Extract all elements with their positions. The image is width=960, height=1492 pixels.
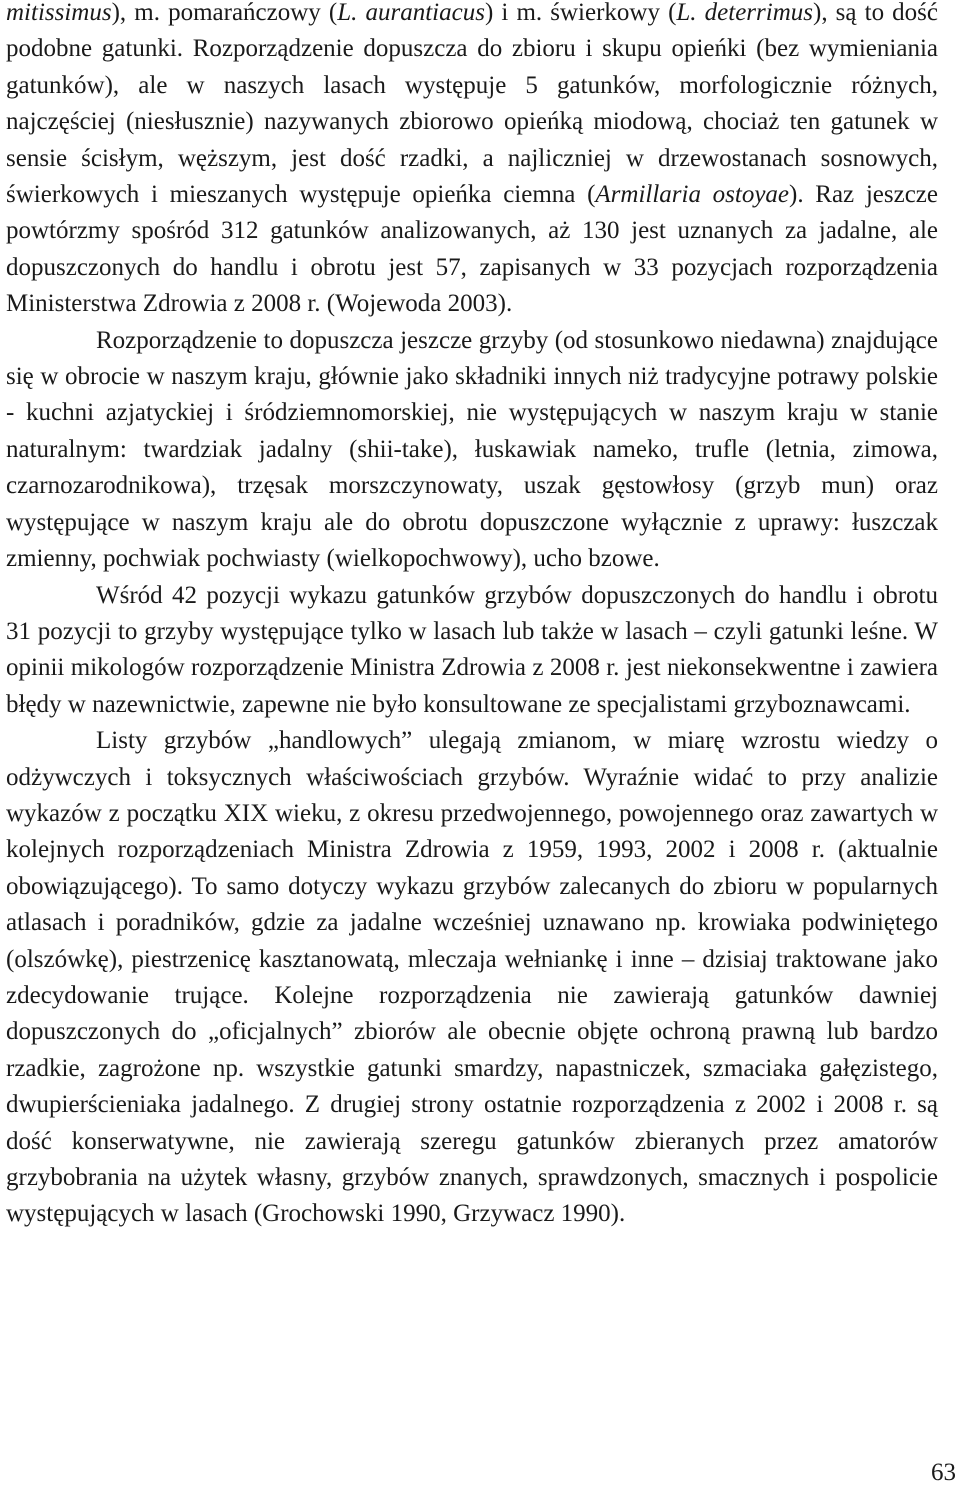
text-run: ) i m. świerkowy ( — [484, 0, 677, 26]
species-name: mitissimus — [6, 0, 112, 26]
text-run: Rozporządzenie to dopuszcza jeszcze grzyby (od stosunkowo niedawna) znajdujące się w obrocie w naszym kraju, głównie jako składniki innych niż tradycyjne potrawy polskie - kuchni azjatyckiej i śródziemnomorskiej, nie występujących w naszym kraju w stanie naturalnym: twardziak jadalny (shii-take), łuskawiak nameko, trufle (letnia, zimowa, czarnozarodnikowa), trzęsak morszczynowaty, uszak gęstowłosy (grzyb mun) oraz występujące w naszym kraju ale do obrotu dopuszczone wyłącznie z uprawy: łuszczak zmienny, pochwiak pochwiasty (wielkopochwowy), ucho bzowe. — [6, 326, 938, 573]
paragraph-2 — [6, 323, 938, 578]
species-name: L. deterrimus — [676, 0, 813, 26]
text-run: ). Raz jeszcze powtórzmy spośród 312 gatunków analizowanych, aż 130 jest uznanych za jadalne, ale dopuszczonych do handlu i obrotu jest 57, zapisanych w 33 pozycjach rozporządzenia Ministerstwa Zdrowia z 2008 r. (Wojewoda 2003). — [6, 181, 938, 318]
paragraph-1 — [6, 0, 938, 323]
paragraph-4 — [6, 723, 938, 1233]
species-name: L. aurantiacus — [337, 0, 485, 26]
text-run: ), m. pomarańczowy ( — [111, 0, 338, 26]
page-number: 63 — [931, 1459, 956, 1486]
text-run: Wśród 42 pozycji wykazu gatunków grzybów dopuszczonych do handlu i obrotu 31 pozycji to grzyby występujące tylko w lasach lub także w lasach – czyli gatunki leśne. W opinii mikologów rozporządzenie Ministra Zdrowia z 2008 r. jest niekonsekwentne i zawiera błędy w nazewnictwie, zapewne nie było konsultowane ze specjalistami grzyboznawcami. — [6, 581, 938, 718]
paragraph-3 — [6, 578, 938, 724]
document-page — [6, 0, 938, 1233]
species-name: Armillaria ostoyae — [595, 181, 790, 209]
text-run: ), są to dość podobne gatunki. Rozporządzenie dopuszcza do zbioru i skupu opieńki (bez wymieniania gatunków), ale w naszych lasach występuje 5 gatunków, morfologicznie różnych, najczęściej (niesłusznie) nazywanych zbiorowo opieńką miodową, chociaż ten gatunek w sensie ścisłym, węższym, jest dość rzadki, a najliczniej w drzewostanach sosnowych, świerkowych i mieszanych występuje opieńka ciemna ( — [6, 0, 939, 209]
text-run: Listy grzybów „handlowych” ulegają zmianom, w miarę wzrostu wiedzy o odżywczych i toksycznych właściwościach grzybów. Wyraźnie widać to przy analizie wykazów z początku XIX wieku, z okresu przedwojennego, powojennego oraz zawartych w kolejnych rozporządzeniach Ministra Zdrowia z 1959, 1993, 2002 i 2008 r. (aktualnie obowiązującego). To samo dotyczy wykazu grzybów zalecanych do zbioru w popularnych atlasach i poradników, gdzie za jadalne wcześniej uznawano np. krowiaka podwiniętego (olszówkę), piestrzenicę kasztanowatą, mleczaja wełniankę i inne – dzisiaj traktowane jako zdecydowanie trujące. Kolejne rozporządzenia nie zawierają gatunków dawniej dopuszczonych do „oficjalnych” zbiorów ale obecnie objęte ochroną prawną lub bardzo rzadkie, zagrożone np. wszystkie gatunki smardzy, napastniczek, szmaciaka gałęzistego, dwupierścieniaka jadalnego. Z drugiej strony ostatnie rozporządzenia z 2002 i 2008 r. są dość konserwatywne, nie zawierają szeregu gatunków zbieranych przez amatorów grzybobrania na użytek własny, grzybów znanych, sprawdzonych, smacznych i pospolicie występujących w lasach (Grochowski 1990, Grzywacz 1990). — [6, 727, 938, 1228]
